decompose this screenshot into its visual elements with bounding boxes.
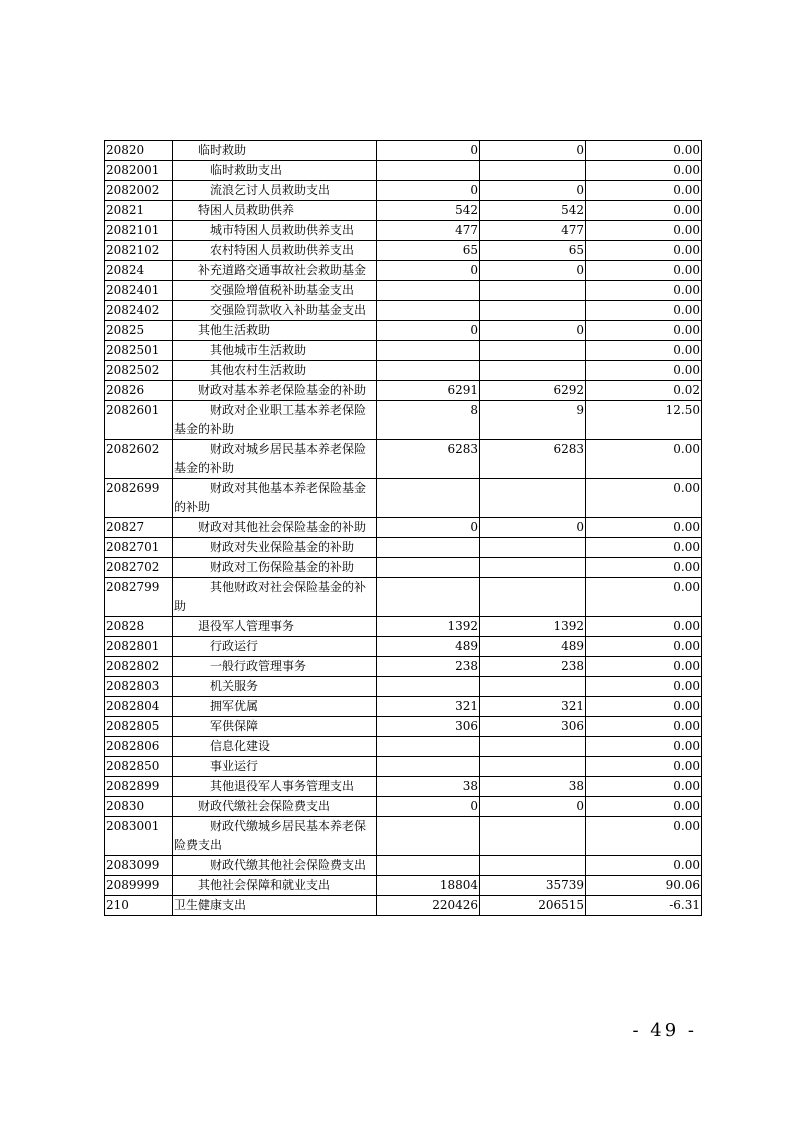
- cell-code: 20826: [105, 381, 173, 401]
- table-row: [105, 856, 702, 876]
- cell-value-b: 477: [480, 221, 586, 241]
- table-row: [105, 657, 702, 677]
- cell-value-c: 0.00: [586, 538, 702, 558]
- table-row: [105, 717, 702, 737]
- cell-name: 流浪乞讨人员救助支出: [173, 181, 377, 201]
- cell-value-c: 0.00: [586, 558, 702, 578]
- cell-value-a: 321: [377, 697, 480, 717]
- table-row: [105, 558, 702, 578]
- cell-value-b: 6283: [480, 440, 586, 479]
- cell-code: 20827: [105, 518, 173, 538]
- cell-value-c: 12.50: [586, 401, 702, 440]
- cell-value-a: [377, 538, 480, 558]
- cell-value-a: [377, 301, 480, 321]
- table-row: [105, 578, 702, 617]
- table-row: [105, 876, 702, 896]
- cell-value-b: [480, 479, 586, 518]
- cell-value-c: 0.00: [586, 479, 702, 518]
- cell-value-a: 6283: [377, 440, 480, 479]
- cell-name: 其他生活救助: [173, 321, 377, 341]
- cell-value-c: 0.00: [586, 637, 702, 657]
- table-row: [105, 241, 702, 261]
- cell-value-b: 35739: [480, 876, 586, 896]
- cell-value-c: 0.00: [586, 141, 702, 161]
- cell-value-c: 0.00: [586, 817, 702, 856]
- cell-value-c: 0.00: [586, 617, 702, 637]
- cell-name: 信息化建设: [173, 737, 377, 757]
- table-row: [105, 518, 702, 538]
- cell-name: 行政运行: [173, 637, 377, 657]
- cell-code: 2082401: [105, 281, 173, 301]
- cell-value-c: 0.00: [586, 181, 702, 201]
- cell-value-c: 0.00: [586, 301, 702, 321]
- cell-value-c: 0.00: [586, 361, 702, 381]
- cell-name: 财政对基本养老保险基金的补助: [173, 381, 377, 401]
- cell-code: 2083099: [105, 856, 173, 876]
- cell-value-b: [480, 677, 586, 697]
- cell-value-a: 8: [377, 401, 480, 440]
- cell-code: 2082802: [105, 657, 173, 677]
- cell-code: 210: [105, 896, 173, 916]
- cell-value-b: 306: [480, 717, 586, 737]
- cell-name: 财政对其他基本养老保险基金的补助: [173, 479, 377, 518]
- cell-value-a: 542: [377, 201, 480, 221]
- cell-code: 2082701: [105, 538, 173, 558]
- cell-code: 2082502: [105, 361, 173, 381]
- cell-value-b: 321: [480, 697, 586, 717]
- cell-value-c: 0.00: [586, 697, 702, 717]
- cell-name: 农村特困人员救助供养支出: [173, 241, 377, 261]
- cell-value-b: 38: [480, 777, 586, 797]
- cell-value-c: 0.00: [586, 657, 702, 677]
- cell-code: 2082102: [105, 241, 173, 261]
- cell-value-a: 0: [377, 321, 480, 341]
- table-row: [105, 677, 702, 697]
- table-row: [105, 161, 702, 181]
- cell-name: 其他农村生活救助: [173, 361, 377, 381]
- cell-value-c: 0.00: [586, 241, 702, 261]
- cell-value-a: [377, 161, 480, 181]
- cell-name: 交强险增值税补助基金支出: [173, 281, 377, 301]
- table-row: [105, 281, 702, 301]
- budget-table-body: [105, 141, 702, 916]
- cell-value-b: 206515: [480, 896, 586, 916]
- cell-value-a: 0: [377, 181, 480, 201]
- cell-name: 事业运行: [173, 757, 377, 777]
- cell-value-c: 90.06: [586, 876, 702, 896]
- cell-value-c: 0.00: [586, 518, 702, 538]
- cell-value-b: 0: [480, 797, 586, 817]
- cell-code: 2082002: [105, 181, 173, 201]
- table-row: [105, 440, 702, 479]
- cell-value-b: [480, 361, 586, 381]
- table-row: [105, 181, 702, 201]
- cell-value-a: 306: [377, 717, 480, 737]
- table-row: [105, 538, 702, 558]
- cell-value-a: [377, 737, 480, 757]
- cell-code: 2082699: [105, 479, 173, 518]
- cell-value-c: 0.00: [586, 201, 702, 221]
- cell-code: 2082402: [105, 301, 173, 321]
- table-row: [105, 141, 702, 161]
- cell-name: 其他城市生活救助: [173, 341, 377, 361]
- cell-value-b: 238: [480, 657, 586, 677]
- cell-value-b: [480, 161, 586, 181]
- cell-value-b: [480, 757, 586, 777]
- cell-value-b: 65: [480, 241, 586, 261]
- cell-value-a: [377, 558, 480, 578]
- cell-value-b: [480, 301, 586, 321]
- table-row: [105, 896, 702, 916]
- cell-name: 财政对失业保险基金的补助: [173, 538, 377, 558]
- cell-code: 2082001: [105, 161, 173, 181]
- table-row: [105, 381, 702, 401]
- cell-name: 退役军人管理事务: [173, 617, 377, 637]
- cell-code: 2083001: [105, 817, 173, 856]
- cell-value-a: [377, 817, 480, 856]
- cell-name: 卫生健康支出: [173, 896, 377, 916]
- table-row: [105, 817, 702, 856]
- cell-value-a: 477: [377, 221, 480, 241]
- cell-value-a: 0: [377, 141, 480, 161]
- table-row: [105, 261, 702, 281]
- cell-code: 2082501: [105, 341, 173, 361]
- cell-value-c: 0.00: [586, 341, 702, 361]
- table-row: [105, 341, 702, 361]
- cell-name: 其他财政对社会保险基金的补助: [173, 578, 377, 617]
- table-row: [105, 201, 702, 221]
- cell-value-a: 489: [377, 637, 480, 657]
- cell-value-a: 0: [377, 261, 480, 281]
- cell-code: 2089999: [105, 876, 173, 896]
- cell-code: 20825: [105, 321, 173, 341]
- cell-value-a: 238: [377, 657, 480, 677]
- cell-value-b: 0: [480, 518, 586, 538]
- table-row: [105, 777, 702, 797]
- cell-value-a: [377, 341, 480, 361]
- cell-value-a: 0: [377, 518, 480, 538]
- cell-value-a: 18804: [377, 876, 480, 896]
- cell-value-c: -6.31: [586, 896, 702, 916]
- cell-code: 2082801: [105, 637, 173, 657]
- cell-value-a: [377, 856, 480, 876]
- cell-value-a: [377, 479, 480, 518]
- cell-code: 2082601: [105, 401, 173, 440]
- cell-name: 机关服务: [173, 677, 377, 697]
- cell-name: 拥军优属: [173, 697, 377, 717]
- table-row: [105, 757, 702, 777]
- cell-value-b: [480, 578, 586, 617]
- cell-value-b: 542: [480, 201, 586, 221]
- cell-value-c: 0.00: [586, 440, 702, 479]
- cell-value-a: 0: [377, 797, 480, 817]
- table-row: [105, 697, 702, 717]
- cell-value-b: 1392: [480, 617, 586, 637]
- cell-value-c: 0.00: [586, 757, 702, 777]
- cell-code: 2082799: [105, 578, 173, 617]
- table-row: [105, 797, 702, 817]
- cell-value-c: 0.00: [586, 161, 702, 181]
- cell-value-b: [480, 817, 586, 856]
- cell-value-b: [480, 737, 586, 757]
- cell-code: 2082806: [105, 737, 173, 757]
- cell-name: 交强险罚款收入补助基金支出: [173, 301, 377, 321]
- table-row: [105, 361, 702, 381]
- cell-code: 2082804: [105, 697, 173, 717]
- cell-name: 其他社会保障和就业支出: [173, 876, 377, 896]
- cell-value-b: 9: [480, 401, 586, 440]
- cell-value-b: 0: [480, 261, 586, 281]
- cell-value-a: 6291: [377, 381, 480, 401]
- cell-value-b: [480, 856, 586, 876]
- cell-name: 补充道路交通事故社会救助基金: [173, 261, 377, 281]
- cell-value-c: 0.00: [586, 321, 702, 341]
- cell-value-a: 38: [377, 777, 480, 797]
- cell-name: 财政对工伤保险基金的补助: [173, 558, 377, 578]
- cell-value-b: 0: [480, 181, 586, 201]
- cell-value-b: [480, 281, 586, 301]
- cell-value-a: [377, 578, 480, 617]
- cell-value-c: 0.00: [586, 777, 702, 797]
- cell-value-c: 0.00: [586, 717, 702, 737]
- cell-value-b: [480, 341, 586, 361]
- cell-value-b: 0: [480, 321, 586, 341]
- cell-name: 特困人员救助供养: [173, 201, 377, 221]
- cell-name: 财政代缴城乡居民基本养老保险费支出: [173, 817, 377, 856]
- cell-value-a: [377, 281, 480, 301]
- table-row: [105, 321, 702, 341]
- cell-value-c: 0.00: [586, 677, 702, 697]
- cell-value-b: [480, 538, 586, 558]
- cell-code: 20828: [105, 617, 173, 637]
- cell-value-a: 65: [377, 241, 480, 261]
- page-number: - 49 -: [632, 1020, 697, 1041]
- cell-code: 2082805: [105, 717, 173, 737]
- cell-name: 临时救助: [173, 141, 377, 161]
- cell-code: 2082702: [105, 558, 173, 578]
- cell-name: 财政对其他社会保险基金的补助: [173, 518, 377, 538]
- cell-value-b: 6292: [480, 381, 586, 401]
- cell-name: 其他退役军人事务管理支出: [173, 777, 377, 797]
- cell-code: 2082850: [105, 757, 173, 777]
- cell-name: 财政代缴其他社会保险费支出: [173, 856, 377, 876]
- table-row: [105, 737, 702, 757]
- table-row: [105, 401, 702, 440]
- cell-value-b: [480, 558, 586, 578]
- cell-value-c: 0.00: [586, 578, 702, 617]
- table-row: [105, 637, 702, 657]
- cell-value-a: 1392: [377, 617, 480, 637]
- cell-value-c: 0.00: [586, 281, 702, 301]
- budget-table: [104, 140, 702, 916]
- cell-value-a: [377, 677, 480, 697]
- cell-code: 2082602: [105, 440, 173, 479]
- cell-code: 20830: [105, 797, 173, 817]
- cell-code: 2082899: [105, 777, 173, 797]
- cell-value-c: 0.02: [586, 381, 702, 401]
- table-row: [105, 479, 702, 518]
- cell-value-a: [377, 361, 480, 381]
- cell-name: 城市特困人员救助供养支出: [173, 221, 377, 241]
- cell-value-b: 489: [480, 637, 586, 657]
- cell-name: 一般行政管理事务: [173, 657, 377, 677]
- cell-name: 财政代缴社会保险费支出: [173, 797, 377, 817]
- cell-value-c: 0.00: [586, 856, 702, 876]
- table-row: [105, 617, 702, 637]
- cell-value-b: 0: [480, 141, 586, 161]
- cell-code: 20824: [105, 261, 173, 281]
- cell-code: 20820: [105, 141, 173, 161]
- cell-name: 军供保障: [173, 717, 377, 737]
- cell-code: 2082803: [105, 677, 173, 697]
- cell-value-a: [377, 757, 480, 777]
- cell-value-a: 220426: [377, 896, 480, 916]
- cell-code: 2082101: [105, 221, 173, 241]
- table-row: [105, 221, 702, 241]
- table-row: [105, 301, 702, 321]
- cell-value-c: 0.00: [586, 261, 702, 281]
- cell-name: 财政对企业职工基本养老保险基金的补助: [173, 401, 377, 440]
- cell-value-c: 0.00: [586, 221, 702, 241]
- cell-value-c: 0.00: [586, 737, 702, 757]
- cell-name: 临时救助支出: [173, 161, 377, 181]
- cell-code: 20821: [105, 201, 173, 221]
- cell-name: 财政对城乡居民基本养老保险基金的补助: [173, 440, 377, 479]
- cell-value-c: 0.00: [586, 797, 702, 817]
